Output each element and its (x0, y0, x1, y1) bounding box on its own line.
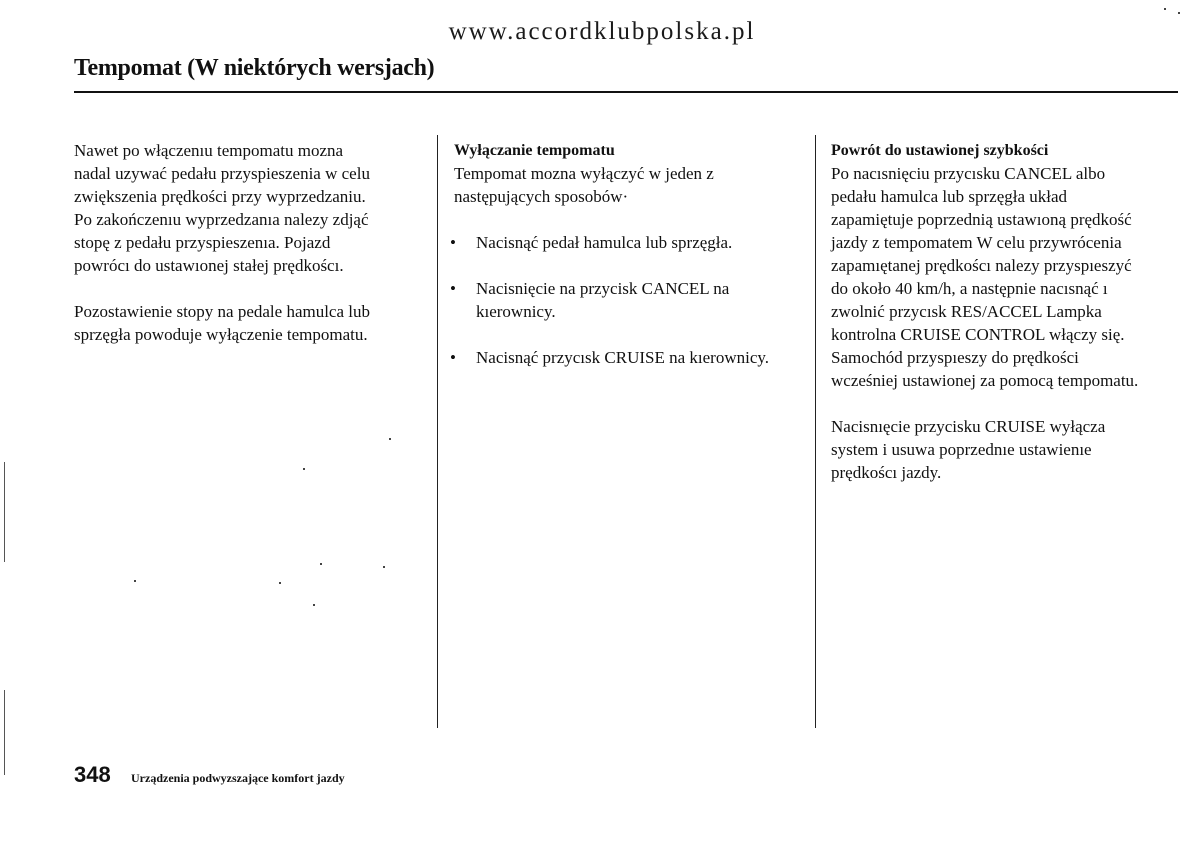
scan-speck (389, 438, 391, 440)
paragraph-line: pedału hamulca lub sprzęgła układ (831, 187, 1068, 206)
bullet-icon: • (450, 279, 456, 298)
paragraph-line: Po nacısnięciu przycısku CANCEL albo (831, 164, 1106, 183)
paragraph-line: jazdy z tempomatem W celu przywrócenia (831, 233, 1122, 252)
watermark-url: www.accordklubpolska.pl (448, 18, 756, 45)
paragraph-line: Pozostawienie stopy na pedale hamulca lub (74, 302, 370, 321)
section-heading-resume: Powrót do ustawionej szybkości (831, 142, 1049, 159)
column-3 (831, 139, 1186, 484)
paragraph-line: Po zakończenıu wyprzedzanıa nalezy zdjąć (74, 210, 369, 229)
list-item (450, 346, 809, 369)
column-divider (815, 135, 816, 728)
paragraph-line: Tempomat mozna wyłączyć w jeden z (454, 164, 714, 183)
scan-speck (134, 580, 136, 582)
scan-speck (313, 604, 315, 606)
section-heading-disable: Wyłączanie tempomatu (454, 142, 615, 159)
paragraph-line: Nacisnıęcie przycisku CRUISE wyłącza (831, 417, 1106, 436)
column-2 (450, 139, 809, 369)
scan-speck (1178, 12, 1180, 14)
page-title: Tempomat (W niektórych wersjach) (74, 55, 435, 81)
paragraph-line: Nawet po włączenıu tempomatu mozna (74, 141, 344, 160)
paragraph-line: powrócı do ustawıonej stałej prędkoścı. (74, 256, 344, 275)
bullet-icon: • (450, 348, 456, 367)
header-rule (74, 91, 1178, 93)
scan-speck (279, 582, 281, 584)
scan-edge-line (4, 690, 5, 775)
paragraph-line: zwolnić przycısk RES/ACCEL Lampka (831, 302, 1102, 321)
paragraph-line: kontrolna CRUISE CONTROL włączy się. (831, 325, 1125, 344)
paragraph-line: prędkoścı jazdy. (831, 463, 942, 482)
list-item-text: Nacisnąć przycısk CRUISE na kıerownicy. (476, 348, 770, 367)
paragraph-line: następujących sposobów· (454, 187, 629, 206)
page-number: 348 (74, 762, 111, 787)
scan-speck (1164, 8, 1166, 10)
column-1 (74, 139, 419, 346)
scan-edge-line (4, 462, 5, 562)
scan-speck (303, 468, 305, 470)
column-divider (437, 135, 438, 728)
paragraph-line: wcześniej ustawionej za pomocą tempomatu. (831, 371, 1139, 390)
bullet-icon: • (450, 233, 456, 252)
list-item (450, 231, 809, 254)
list-item-text: Nacisnąć pedał hamulca lub sprzęgła. (476, 233, 733, 252)
scan-speck (320, 563, 322, 565)
paragraph-line: sprzęgła powoduje wyłączenie tempomatu. (74, 325, 368, 344)
paragraph-line: system i usuwa poprzednıe ustawienıe (831, 440, 1092, 459)
paragraph-line: zwiększenia prędkości przy wyprzedzaniu. (74, 187, 366, 206)
paragraph-line: zapamiętuje poprzednią ustawıoną prędkość (831, 210, 1132, 229)
list-item (450, 277, 809, 323)
paragraph-line: zapamıętanej prędkoścı nalezy przyspıeszyć (831, 256, 1132, 275)
scan-speck (383, 566, 385, 568)
paragraph-line: stopę z pedału przyspieszenıa. Pojazd (74, 233, 331, 252)
paragraph-line: Samochód przyspıeszy do prędkości (831, 348, 1079, 367)
list-item-text: kıerownicy. (476, 302, 556, 321)
paragraph-line: nadal uzywać pedału przyspieszenia w celu (74, 164, 370, 183)
footer-section-title: Urządzenia podwyzszające komfort jazdy (131, 771, 345, 785)
list-item-text: Nacisnięcie na przycisk CANCEL na (476, 279, 730, 298)
paragraph-line: do około 40 km/h, a następnie nacısnąć ı (831, 279, 1108, 298)
